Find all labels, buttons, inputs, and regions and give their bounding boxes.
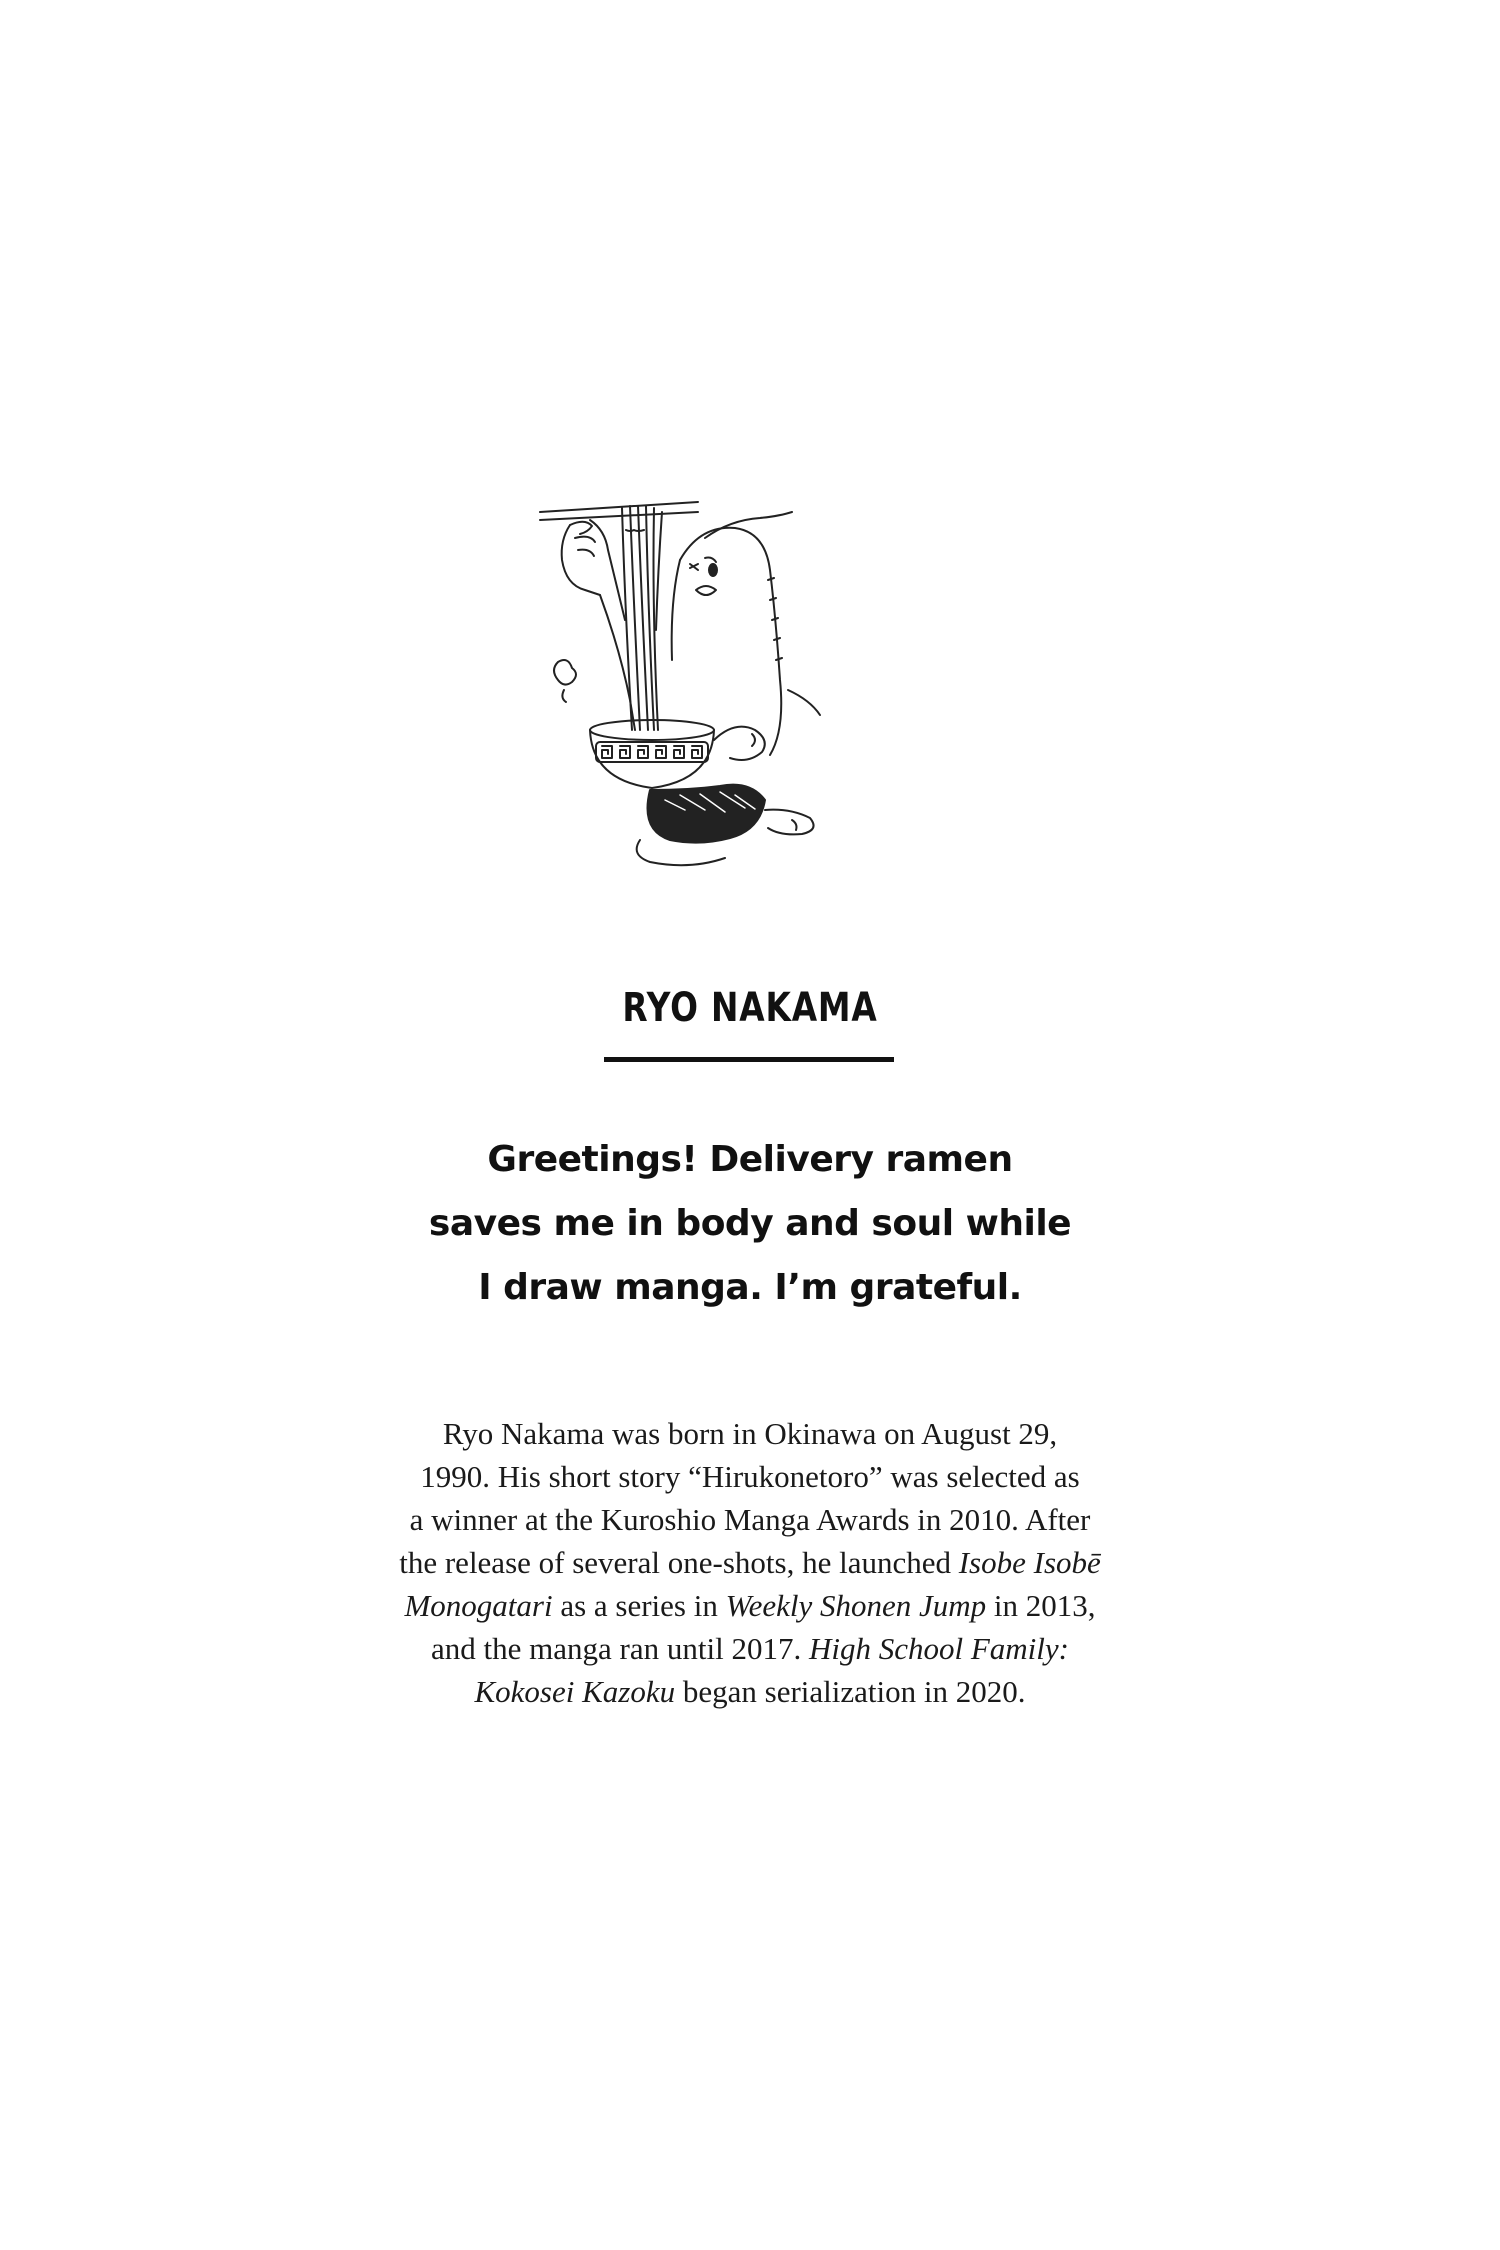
greeting-line: I draw manga. I’m grateful.	[478, 1267, 1022, 1308]
author-greeting-message	[0, 1128, 1500, 1320]
bio-text: as a series in	[552, 1588, 726, 1623]
series-title-high-school-family: High School Family:	[808, 1631, 1069, 1666]
magazine-title: Weekly Shonen Jump	[725, 1588, 987, 1623]
bio-text: the release of several one-shots, he launched	[399, 1545, 959, 1580]
bio-line	[0, 1584, 1500, 1627]
bio-line	[0, 1541, 1500, 1584]
series-title-isobe-cont: Monogatari	[404, 1588, 553, 1623]
bio-text: and the manga ran until 2017.	[431, 1631, 809, 1666]
series-title-kokosei-kazoku: Kokosei Kazoku	[474, 1674, 676, 1709]
bio-text: in 2013,	[986, 1588, 1096, 1623]
bio-line: Ryo Nakama was born in Okinawa on August 29,	[442, 1416, 1058, 1451]
bio-line: a winner at the Kuroshio Manga Awards in 2010. After	[409, 1502, 1091, 1537]
bio-line	[0, 1627, 1500, 1670]
greeting-line: Greetings! Delivery ramen	[487, 1139, 1013, 1180]
bio-text: began serialization in 2020.	[675, 1674, 1026, 1709]
series-title-isobe: Isobe Isobē	[958, 1545, 1101, 1580]
greeting-line: saves me in body and soul while	[428, 1203, 1072, 1244]
heading-underline-divider	[604, 1057, 894, 1062]
bio-line	[0, 1670, 1500, 1713]
author-name-heading: RYO NAKAMA	[622, 985, 878, 1031]
author-self-portrait-illustration	[530, 490, 910, 890]
author-biography	[0, 1412, 1500, 1713]
bio-line: 1990. His short story “Hirukonetoro” was selected as	[420, 1459, 1080, 1494]
